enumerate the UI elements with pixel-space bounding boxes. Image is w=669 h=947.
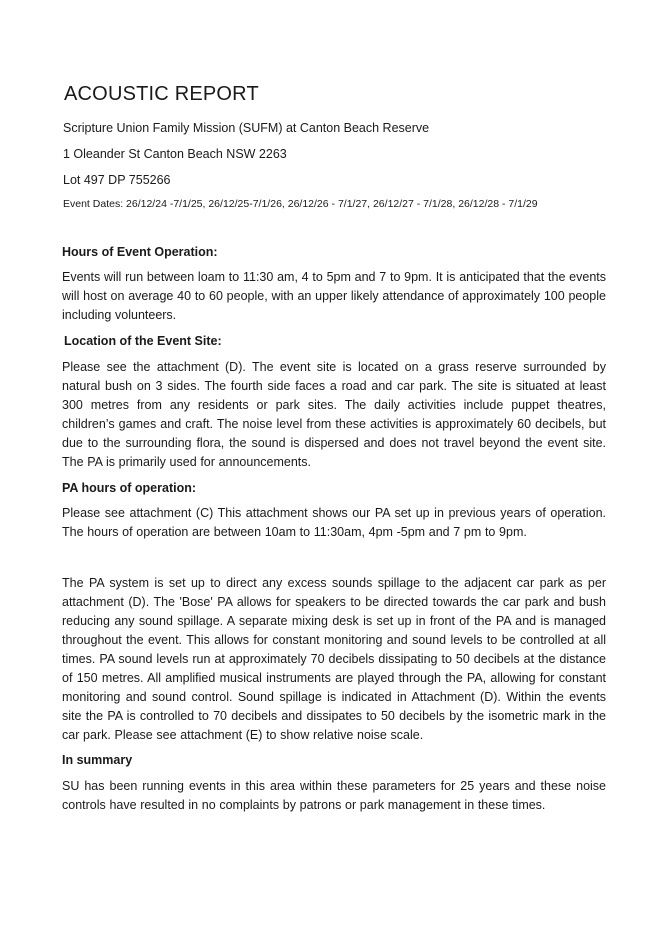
section-heading-location: Location of the Event Site: xyxy=(64,334,222,348)
address-line: 1 Oleander St Canton Beach NSW 2263 xyxy=(63,147,287,161)
event-dates-line: Event Dates: 26/12/24 -7/1/25, 26/12/25-7/1/26, 26/12/26 - 7/1/27, 26/12/27 - 7/1/28, 26/12/28 - 7/1/29 xyxy=(63,198,538,210)
section-body-hours: Events will run between loam to 11:30 am, 4 to 5pm and 7 to 9pm. It is anticipated that the events will host on average 40 to 60 people, with an upper likely attendance of approximately 100 people including volunteers. xyxy=(62,270,606,322)
document-title: ACOUSTIC REPORT xyxy=(64,83,259,105)
section-heading-hours: Hours of Event Operation: xyxy=(62,245,218,259)
section-heading-summary: In summary xyxy=(62,753,133,767)
section-body-location: Please see the attachment (D). The event site is located on a grass reserve surrounded by natural bush on 3 sides. The fourth side faces a road and car park. The site is situated at least 300 metres from any residents or park sites. The daily activities include puppet theatres, children’s games and craft. The noise level from these activities is approximately 60 decibels, but due to the surrounding flora, the sound is dispersed and does not travel beyond the event site. The PA is primarily used for announcements. xyxy=(62,360,606,469)
section-heading-pa-hours: PA hours of operation: xyxy=(62,481,197,495)
section-body-pa-system: The PA system is set up to direct any excess sounds spillage to the adjacent car park as per attachment (D). The 'Bose' PA allows for speakers to be directed towards the car park and bush reducing any sound spillage. A separate mixing desk is set up in front of the PA and is managed throughout the event. This allows for constant monitoring and sound levels to be controlled at all times. PA sound levels run at approximately 70 decibels dissipating to 50 decibels at the distance of 150 metres. All amplified musical instruments are played through the PA, allowing for constant monitoring and sound control. Sound spillage is indicated in Attachment (D). Within the events site the PA is controlled to 70 decibels and dissipates to 50 decibels by the isometric mark in the car park. Please see attachment (E) to show relative noise scale. xyxy=(62,576,606,742)
lot-line: Lot 497 DP 755266 xyxy=(63,173,171,187)
section-body-summary: SU has been running events in this area within these parameters for 25 years and these noise controls have resulted in no complaints by patrons or park management in these times. xyxy=(62,779,606,812)
organization-line: Scripture Union Family Mission (SUFM) at Canton Beach Reserve xyxy=(63,121,430,135)
section-body-pa-hours: Please see attachment (C) This attachment shows our PA set up in previous years of operation. The hours of operation are between 10am to 11:30am, 4pm -5pm and 7 pm to 9pm. xyxy=(62,506,606,539)
